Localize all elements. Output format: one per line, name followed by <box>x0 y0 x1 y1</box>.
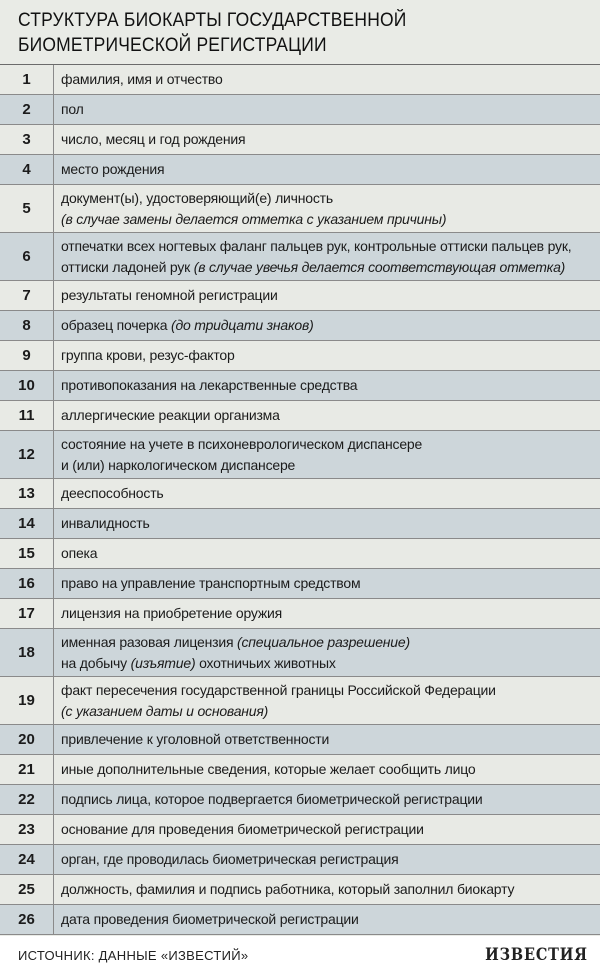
row-text <box>54 509 600 538</box>
row-segment: и (или) наркологическом диспансере <box>61 456 296 473</box>
row-number: 14 <box>0 509 54 538</box>
row-number: 3 <box>0 125 54 154</box>
row-segment: документ(ы), удостоверяющий(е) личность <box>61 189 333 206</box>
row-text-line <box>61 573 592 594</box>
row-segment: группа крови, резус-фактор <box>61 347 235 363</box>
row-text <box>54 725 600 754</box>
row-text-line <box>61 680 592 701</box>
row-number: 2 <box>0 95 54 124</box>
row-text-line <box>61 345 592 366</box>
row-number: 13 <box>0 479 54 508</box>
table-row <box>0 815 600 845</box>
row-number: 9 <box>0 341 54 370</box>
row-text-line <box>61 483 592 504</box>
table-row <box>0 845 600 875</box>
row-text-line <box>61 909 592 930</box>
row-text-line <box>61 315 592 336</box>
row-text-line <box>61 455 592 476</box>
row-number: 24 <box>0 845 54 874</box>
table-row <box>0 755 600 785</box>
row-text-line <box>61 543 592 564</box>
row-text-line <box>61 789 592 810</box>
row-number: 4 <box>0 155 54 184</box>
row-segment: основание для проведения биометрической регистрации <box>61 821 424 837</box>
row-text <box>54 785 600 814</box>
row-number: 15 <box>0 539 54 568</box>
row-number: 18 <box>0 629 54 676</box>
row-segment: отпечатки всех ногтевых фаланг пальцев рук, контрольные оттиски пальцев рук, <box>61 237 572 254</box>
table-row <box>0 125 600 155</box>
row-number: 23 <box>0 815 54 844</box>
table-row <box>0 281 600 311</box>
row-segment: дееспособность <box>61 485 164 501</box>
table-row <box>0 509 600 539</box>
row-number: 6 <box>0 233 54 280</box>
table-row <box>0 569 600 599</box>
row-text <box>54 185 600 232</box>
row-number: 1 <box>0 65 54 94</box>
row-text-line <box>61 819 592 840</box>
row-segment: опека <box>61 545 98 561</box>
row-number: 20 <box>0 725 54 754</box>
row-number: 21 <box>0 755 54 784</box>
page-title: СТРУКТУРА БИОКАРТЫ ГОСУДАРСТВЕННОЙ БИОМЕТРИЧЕСКОЙ РЕГИСТРАЦИИ <box>18 10 407 56</box>
row-segment: состояние на учете в психоневрологическом диспансере <box>61 435 423 452</box>
row-text-line <box>61 603 592 624</box>
table-row <box>0 95 600 125</box>
row-segment: подпись лица, которое подвергается биометрической регистрации <box>61 791 483 807</box>
table-row <box>0 539 600 569</box>
row-text-line <box>61 405 592 426</box>
row-number: 12 <box>0 431 54 478</box>
table-row <box>0 785 600 815</box>
biocard-table <box>0 64 600 935</box>
table-row <box>0 155 600 185</box>
row-segment: результаты геномной регистрации <box>61 287 278 303</box>
row-text <box>54 755 600 784</box>
row-segment: факт пересечения государственной границы Российской Федерации <box>61 681 496 698</box>
source-note: ИСТОЧНИК: ДАННЫЕ «ИЗВЕСТИЙ» <box>18 948 249 963</box>
row-number: 25 <box>0 875 54 904</box>
row-segment: оттиски ладоней рук <box>61 258 194 275</box>
row-note: (специальное разрешение) <box>237 633 410 650</box>
row-segment: противопоказания на лекарственные средства <box>61 377 358 393</box>
row-text-line <box>61 209 592 230</box>
row-text-line <box>61 129 592 150</box>
table-row <box>0 599 600 629</box>
row-text-line <box>61 69 592 90</box>
table-row <box>0 65 600 95</box>
row-number: 8 <box>0 311 54 340</box>
row-text <box>54 281 600 310</box>
row-number: 16 <box>0 569 54 598</box>
row-text <box>54 629 600 676</box>
table-row <box>0 341 600 371</box>
row-segment: привлечение к уголовной ответственности <box>61 731 330 747</box>
row-text <box>54 479 600 508</box>
table-row <box>0 905 600 935</box>
footer <box>0 936 600 978</box>
row-text-line <box>61 159 592 180</box>
row-text-line <box>61 513 592 534</box>
row-text-line <box>61 729 592 750</box>
row-text-line <box>61 653 592 674</box>
row-text <box>54 539 600 568</box>
row-segment: пол <box>61 101 84 117</box>
row-text <box>54 569 600 598</box>
table-row <box>0 629 600 677</box>
row-text <box>54 95 600 124</box>
izvestia-logo: ИЗВЕСТИЯ <box>485 945 588 965</box>
row-segment: охотничьих животных <box>195 654 336 671</box>
row-segment: инвалидность <box>61 515 150 531</box>
row-text <box>54 599 600 628</box>
row-segment: место рождения <box>61 161 165 177</box>
row-note: (до тридцати знаков) <box>171 317 314 333</box>
row-note: (с указанием даты и основания) <box>61 702 269 719</box>
row-number: 11 <box>0 401 54 430</box>
table-row <box>0 185 600 233</box>
row-number: 17 <box>0 599 54 628</box>
row-note: (в случае замены делается отметка с указанием причины) <box>61 210 447 227</box>
row-text-line <box>61 99 592 120</box>
table-row <box>0 875 600 905</box>
table-row <box>0 677 600 725</box>
row-text-line <box>61 849 592 870</box>
row-text-line <box>61 434 592 455</box>
row-note: (изъятие) <box>130 654 196 671</box>
row-number: 26 <box>0 905 54 934</box>
row-segment: орган, где проводилась биометрическая регистрация <box>61 851 399 867</box>
row-text <box>54 155 600 184</box>
row-text <box>54 341 600 370</box>
row-segment: иные дополнительные сведения, которые желает сообщить лицо <box>61 761 476 777</box>
row-text <box>54 371 600 400</box>
row-text <box>54 815 600 844</box>
table-row <box>0 431 600 479</box>
table-row <box>0 371 600 401</box>
row-number: 7 <box>0 281 54 310</box>
table-row <box>0 725 600 755</box>
row-segment: на добычу <box>61 654 131 671</box>
row-number: 5 <box>0 185 54 232</box>
row-text-line <box>61 632 592 653</box>
row-text-line <box>61 257 592 278</box>
row-segment: дата проведения биометрической регистрации <box>61 911 359 927</box>
row-segment: аллергические реакции организма <box>61 407 280 423</box>
row-note: (в случае увечья делается соответствующая отметка) <box>193 258 566 275</box>
row-text <box>54 401 600 430</box>
table-row <box>0 311 600 341</box>
row-segment: должность, фамилия и подпись работника, который заполнил биокарту <box>61 881 515 897</box>
row-segment: число, месяц и год рождения <box>61 131 246 147</box>
row-text-line <box>61 236 592 257</box>
row-text <box>54 875 600 904</box>
row-text <box>54 905 600 934</box>
row-number: 10 <box>0 371 54 400</box>
row-segment: именная разовая лицензия <box>61 633 238 650</box>
table-row <box>0 233 600 281</box>
row-segment: лицензия на приобретение оружия <box>61 605 282 621</box>
table-row <box>0 401 600 431</box>
row-segment: фамилия, имя и отчество <box>61 71 223 87</box>
row-text-line <box>61 285 592 306</box>
row-text <box>54 65 600 94</box>
row-text-line <box>61 759 592 780</box>
table-row <box>0 479 600 509</box>
row-text <box>54 431 600 478</box>
row-text <box>54 125 600 154</box>
row-text <box>54 233 600 280</box>
row-text-line <box>61 879 592 900</box>
row-number: 22 <box>0 785 54 814</box>
row-text <box>54 845 600 874</box>
row-segment: образец почерка <box>61 317 172 333</box>
row-text <box>54 677 600 724</box>
row-segment: право на управление транспортным средством <box>61 575 361 591</box>
row-text <box>54 311 600 340</box>
row-text-line <box>61 375 592 396</box>
row-number: 19 <box>0 677 54 724</box>
row-text-line <box>61 188 592 209</box>
row-text-line <box>61 701 592 722</box>
